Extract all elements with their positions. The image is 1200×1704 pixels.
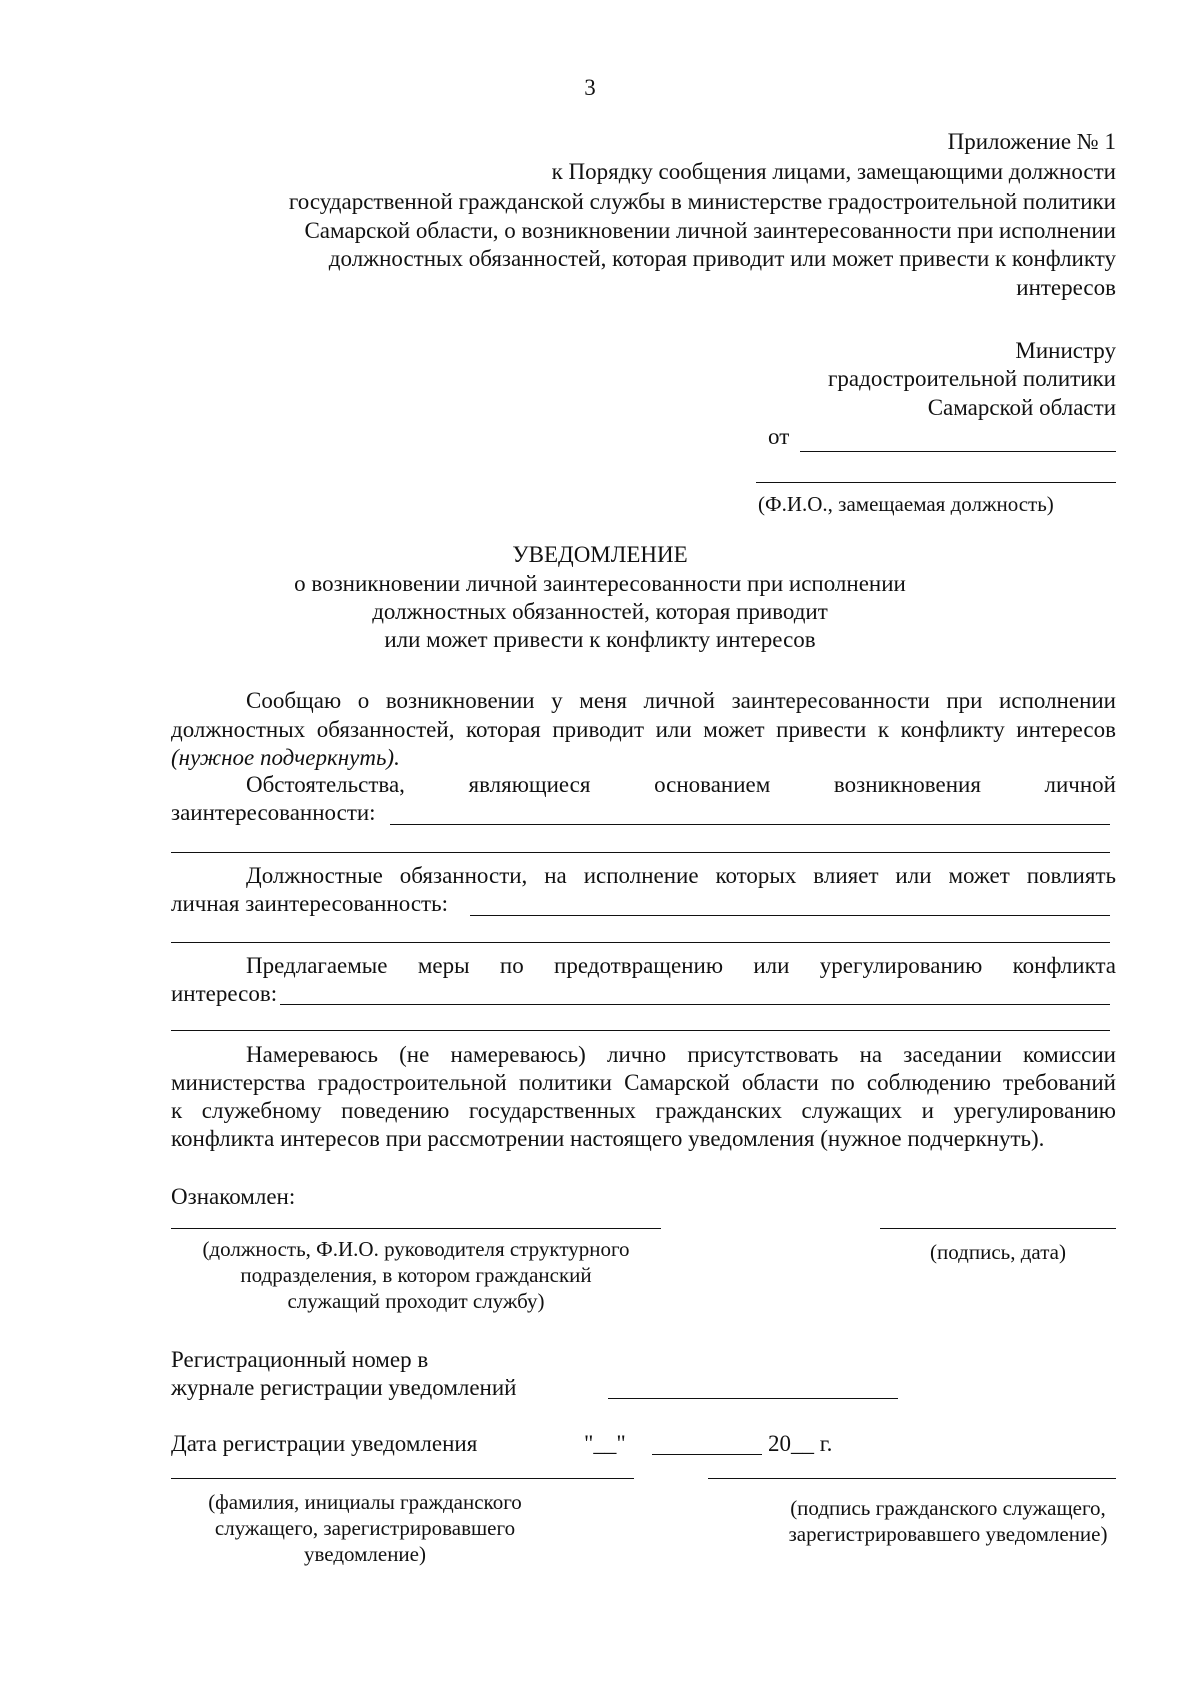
registration-caption-left: (фамилия, инициалы гражданского bbox=[208, 1490, 522, 1514]
registration-caption-right: зарегистрировавшего уведомление) bbox=[788, 1522, 1108, 1546]
duties-input-line-2[interactable] bbox=[171, 942, 1110, 943]
body-p3-line: Должностные обязанности, на исполнение которых влияет или может повлиять bbox=[246, 863, 1116, 888]
body-p4-line: Предлагаемые меры по предотвращению или урегулированию конфликта bbox=[246, 953, 1116, 978]
appendix-line: интересов bbox=[1016, 275, 1116, 300]
registration-date-year[interactable]: 20__ г. bbox=[768, 1431, 833, 1456]
body-p1-line: (нужное подчеркнуть). bbox=[171, 745, 400, 770]
registration-caption-right: (подпись гражданского служащего, bbox=[790, 1496, 1106, 1520]
registration-number-label: журнале регистрации уведомлений bbox=[171, 1375, 517, 1400]
body-p1-line: Сообщаю о возникновении у меня личной заинтересованности при исполнении bbox=[246, 688, 1116, 713]
circumstances-input-line[interactable] bbox=[390, 824, 1110, 825]
acknowledged-label: Ознакомлен: bbox=[171, 1184, 296, 1209]
appendix-title: Приложение № 1 bbox=[947, 129, 1116, 154]
body-p5-line: Намереваюсь (не намереваюсь) лично присутствовать на заседании комиссии bbox=[246, 1042, 1116, 1067]
registration-date-label: Дата регистрации уведомления bbox=[171, 1431, 478, 1456]
acknowledged-caption-right: (подпись, дата) bbox=[930, 1240, 1066, 1264]
body-p2-line: Обстоятельства, являющиеся основанием возникновения личной bbox=[246, 772, 1116, 797]
page-number: 3 bbox=[584, 75, 596, 100]
registration-number-input-line[interactable] bbox=[608, 1398, 898, 1399]
notice-subtitle-line: или может привести к конфликту интересов bbox=[384, 627, 816, 652]
from-label: от bbox=[768, 424, 790, 449]
body-p5-line: к служебному поведению государственных гражданских служащих и урегулированию bbox=[171, 1098, 1116, 1123]
registrar-name-input-line[interactable] bbox=[171, 1478, 634, 1479]
registration-caption-left: служащего, зарегистрировавшего bbox=[214, 1516, 516, 1540]
duties-input-line[interactable] bbox=[470, 915, 1110, 916]
appendix-line: государственной гражданской службы в министерстве градостроительной политики bbox=[288, 189, 1116, 214]
registration-date-day[interactable]: "__" bbox=[584, 1431, 626, 1456]
appendix-line: Самарской области, о возникновении личной заинтересованности при исполнении bbox=[304, 218, 1116, 243]
appendix-line: к Порядку сообщения лицами, замещающими должности bbox=[551, 159, 1116, 184]
registration-number-label: Регистрационный номер в bbox=[171, 1347, 429, 1372]
appendix-line: должностных обязанностей, которая приводит или может привести к конфликту bbox=[328, 246, 1116, 271]
body-p4-label: интересов: bbox=[171, 981, 278, 1006]
measures-input-line-2[interactable] bbox=[171, 1030, 1110, 1031]
from-caption: (Ф.И.О., замещаемая должность) bbox=[758, 492, 1054, 516]
measures-input-line[interactable] bbox=[280, 1004, 1110, 1005]
acknowledged-caption-left: подразделения, в котором гражданский bbox=[240, 1263, 592, 1287]
acknowledged-caption-left: служащий проходит службу) bbox=[287, 1289, 545, 1313]
from-input-line[interactable] bbox=[800, 451, 1116, 452]
body-p1-line: должностных обязанностей, которая приводит или может привести к конфликту интересов bbox=[171, 717, 1116, 742]
body-p3-label: личная заинтересованность: bbox=[171, 891, 448, 916]
addressee-line: Самарской области bbox=[927, 395, 1116, 420]
registration-date-month-input-line[interactable] bbox=[652, 1454, 762, 1455]
body-p5-line: министерства градостроительной политики Самарской области по соблюдению требований bbox=[171, 1070, 1116, 1095]
addressee-line: Министру bbox=[1015, 338, 1116, 363]
from-input-line-2[interactable] bbox=[756, 482, 1116, 483]
registrar-signature-input-line[interactable] bbox=[708, 1478, 1116, 1479]
registration-caption-left: уведомление) bbox=[303, 1542, 426, 1566]
body-p5-line: конфликта интересов при рассмотрении настоящего уведомления (нужное подчеркнуть). bbox=[171, 1126, 1045, 1151]
notice-subtitle-line: должностных обязанностей, которая приводит bbox=[372, 599, 828, 624]
addressee-line: градостроительной политики bbox=[828, 366, 1116, 391]
circumstances-input-line-2[interactable] bbox=[171, 852, 1110, 853]
head-position-input-line[interactable] bbox=[171, 1228, 661, 1229]
notice-title: УВЕДОМЛЕНИЕ bbox=[512, 542, 688, 567]
body-p2-label: заинтересованности: bbox=[171, 800, 376, 825]
notice-subtitle-line: о возникновении личной заинтересованности при исполнении bbox=[294, 571, 906, 596]
acknowledged-caption-left: (должность, Ф.И.О. руководителя структурного bbox=[202, 1237, 630, 1261]
signature-date-input-line[interactable] bbox=[880, 1228, 1116, 1229]
